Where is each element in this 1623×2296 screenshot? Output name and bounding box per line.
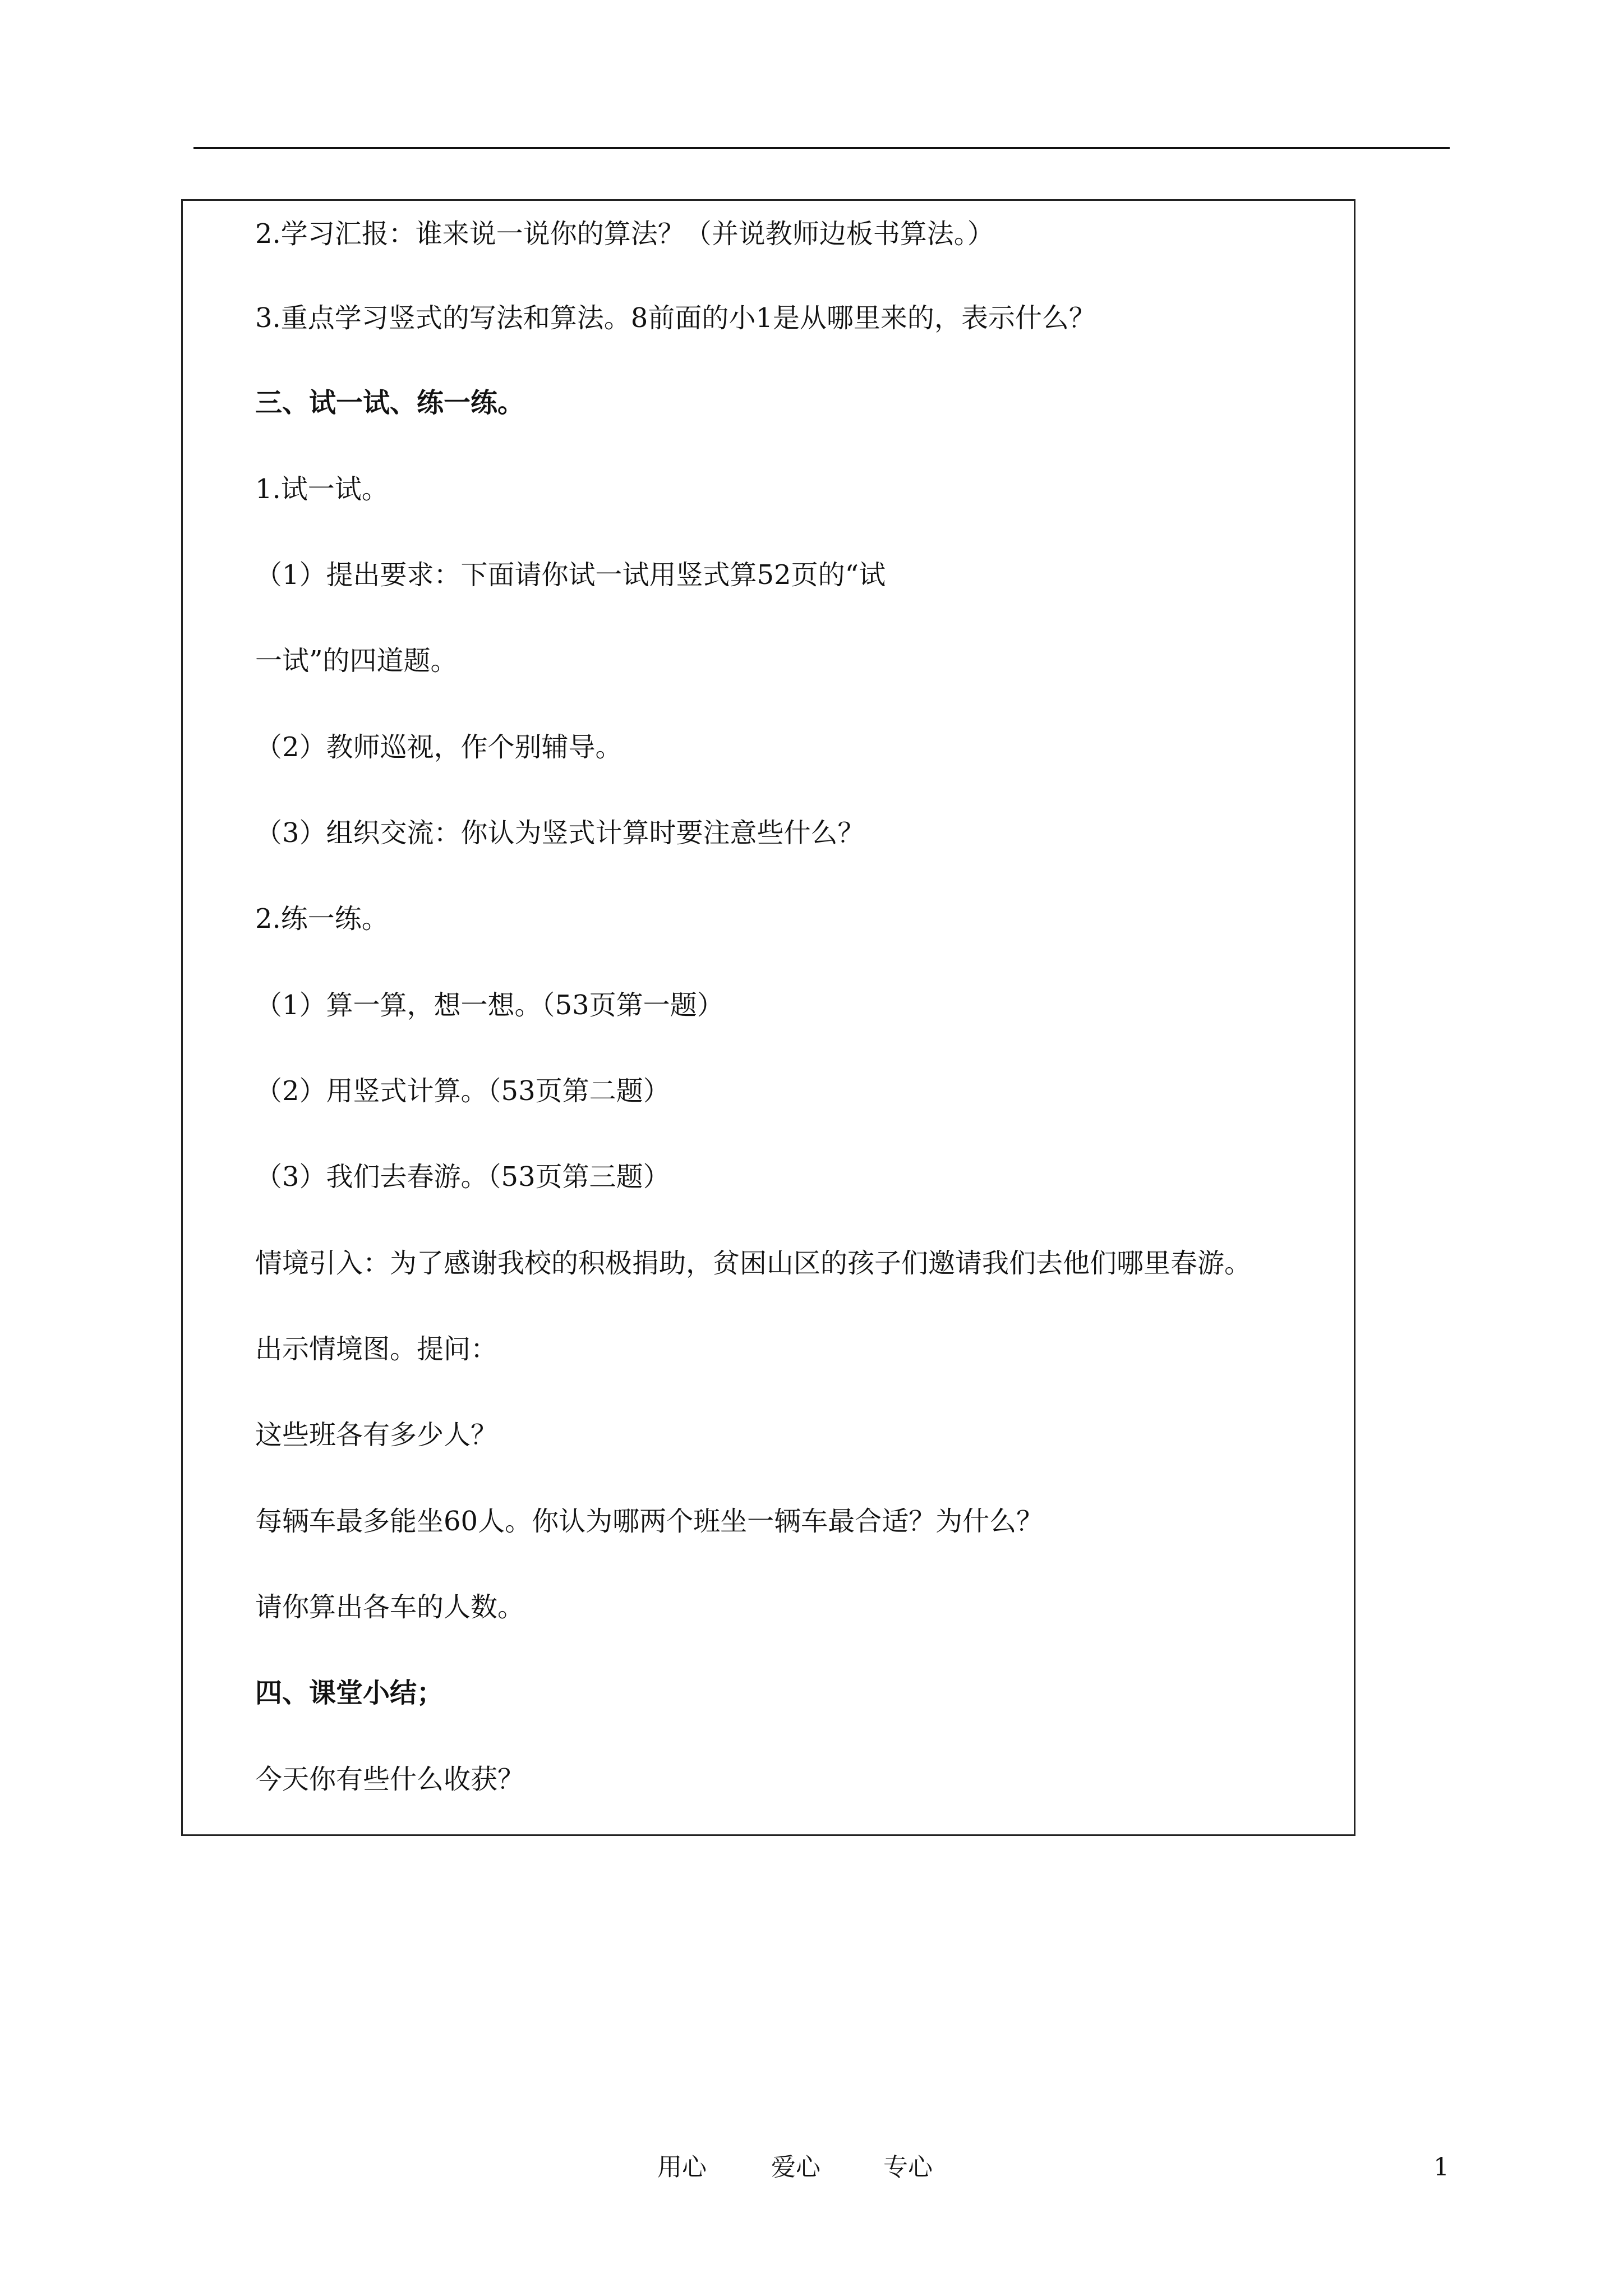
section-heading: 三、试一试、练一练。: [255, 387, 525, 418]
header-rule: [193, 147, 1450, 149]
text-line: （2）用竖式计算。（53页第二题）: [255, 1075, 670, 1107]
text-line: 1.试一试。: [255, 473, 389, 505]
footer-motto: 用心: [657, 2153, 707, 2182]
text-line: 2.练一练。: [255, 903, 389, 935]
text-line: （3）组织交流：你认为竖式计算时要注意些什么？: [255, 817, 865, 849]
text-line: 今天你有些什么收获？: [255, 1764, 525, 1795]
text-line: 请你算出各车的人数。: [255, 1591, 525, 1623]
text-line: （1）提出要求：下面请你试一试用竖式算52页的“试: [255, 559, 886, 591]
text-line: 这些班各有多少人？: [255, 1419, 498, 1451]
text-line: 3.重点学习竖式的写法和算法。8前面的小1是从哪里来的，表示什么？: [255, 302, 1096, 334]
text-line: （1）算一算，想一想。（53页第一题）: [255, 990, 724, 1021]
text-line: （3）我们去春游。（53页第三题）: [255, 1161, 670, 1193]
footer-motto: 爱心: [771, 2153, 820, 2182]
text-line: 出示情境图。提问：: [255, 1333, 498, 1365]
section-heading: 四、课堂小结；: [255, 1677, 444, 1709]
footer-motto: 专心: [883, 2153, 933, 2182]
page-number: 1: [1433, 2153, 1449, 2182]
text-line: 每辆车最多能坐60人。你认为哪两个班坐一辆车最合适？为什么？: [255, 1506, 1044, 1537]
text-line: 2.学习汇报：谁来说一说你的算法？（并说教师边板书算法。）: [255, 218, 994, 250]
text-line: 情境引入：为了感谢我校的积极捐助，贫困山区的孩子们邀请我们去他们哪里春游。: [255, 1248, 1252, 1279]
text-line: 一试”的四道题。: [255, 645, 458, 677]
text-line: （2）教师巡视，作个别辅导。: [255, 731, 623, 763]
